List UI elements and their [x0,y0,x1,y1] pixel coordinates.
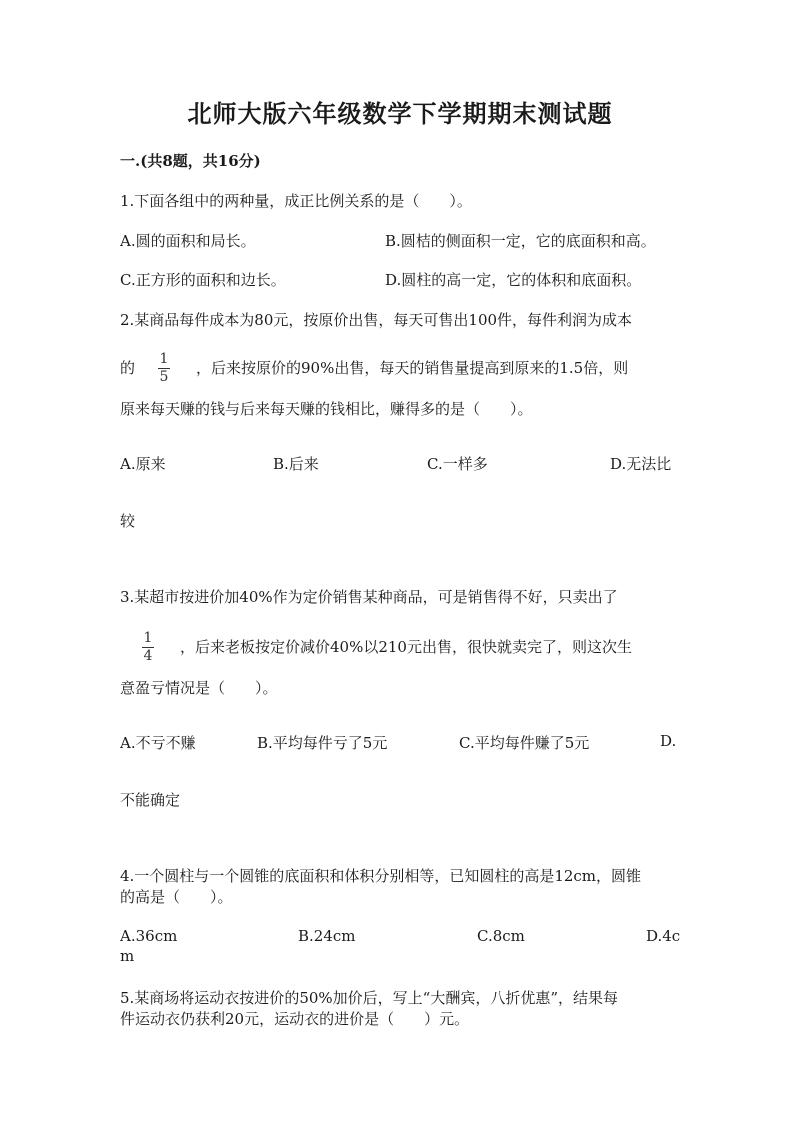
question-3-line-2: ，后来老板按定价减价40%以210元出售，很快就卖完了，则这次生 [180,638,632,656]
question-4-option-a: A.36cm [120,927,178,945]
question-4-line-2: 的高是（ ）。 [120,888,233,906]
question-2-option-a: A.原来 [120,455,166,473]
question-2-option-d-wrap: 较 [120,512,136,530]
question-2-line-1: 2.某商品每件成本为80元，按原价出售，每天可售出100件，每件利润为成本 [120,311,633,329]
question-4-option-d: D.4c [646,927,681,945]
question-1-option-c: C.正方形的面积和边长。 [120,271,286,289]
question-3-option-d-wrap: 不能确定 [120,791,181,809]
question-4-option-d-wrap: m [120,947,135,965]
question-1-option-d: D.圆柱的高一定，它的体积和底面积。 [385,271,642,289]
question-3-option-c: C.平均每件赚了5元 [459,734,590,752]
question-4-option-c: C.8cm [477,927,525,945]
question-2-fraction [158,352,170,385]
question-4-line-1: 4.一个圆柱与一个圆锥的底面积和体积分别相等，已知圆柱的高是12cm，圆锥 [120,867,642,885]
question-2-option-b: B.后来 [273,455,319,473]
question-2-line-2: ，后来按原价的90%出售，每天的销售量提高到原来的1.5倍，则 [196,359,629,377]
question-4-option-b: B.24cm [298,927,356,945]
question-2-option-d: D.无法比 [610,455,672,473]
question-5-line-2: 件运动衣仍获利20元，运动衣的进价是（ ）元。 [120,1010,470,1028]
question-3-line-3: 意盈亏情况是（ ）。 [120,679,278,697]
question-5-line-1: 5.某商场将运动衣按进价的50%加价后，写上“大酬宾，八折优惠”，结果每 [120,989,618,1007]
question-3-line-1: 3.某超市按进价加40%作为定价销售某种商品，可是销售得不好，只卖出了 [120,588,618,606]
question-1-option-b: B.圆桔的侧面积一定，它的底面积和高。 [385,232,656,250]
fraction-numerator: 1 [159,351,169,367]
question-2-line-2-prefix: 的 [120,359,136,377]
question-1-option-a: A.圆的面积和局长。 [120,232,256,250]
fraction-denominator: 4 [143,648,153,664]
question-2-line-3: 原来每天赚的钱与后来每天赚的钱相比，赚得多的是（ ）。 [120,400,533,418]
page-title: 北师大版六年级数学下学期期末测试题 [187,99,613,128]
question-1-stem: 1.下面各组中的两种量，成正比例关系的是（ ）。 [120,192,472,210]
question-3-option-a: A.不亏不赚 [120,734,196,752]
question-3-option-d: D. [660,732,677,750]
question-2-option-c: C.一样多 [427,455,488,473]
question-3-fraction [142,631,154,664]
fraction-denominator: 5 [159,369,169,385]
section-heading: 一.(共8题，共16分) [120,152,261,170]
question-3-option-b: B.平均每件亏了5元 [257,734,388,752]
fraction-numerator: 1 [143,630,153,646]
